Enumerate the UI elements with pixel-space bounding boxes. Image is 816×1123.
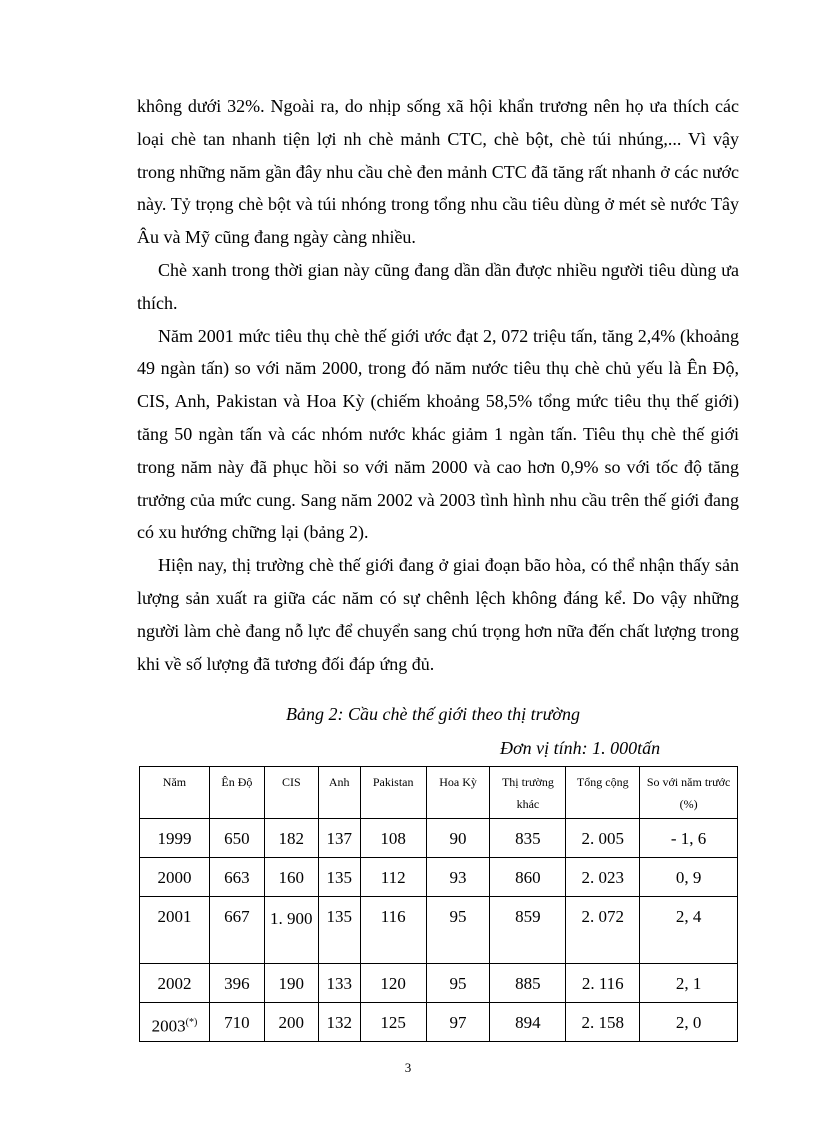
paragraph: không dưới 32%. Ngoài ra, do nhịp sống xã hội khẩn trương nên họ ưa thích các loại chè tan nhanh tiện lợi nh chè mảnh CTC, chè bột, chè túi nhúng,... Vì vậy trong những năm gần đây nhu cầu chè đen mảnh CTC đã tăng rất nhanh ở các nước này. Tỷ trọng chè bột và túi nhóng trong tổng nhu cầu tiêu dùng ở mét sè nước Tây Âu và Mỹ cũng đang ngày càng nhiều. bbox=[137, 96, 739, 248]
header-cell: Hoa Kỳ bbox=[426, 767, 490, 819]
header-cell: Ên Độ bbox=[209, 767, 264, 819]
table-header-row bbox=[140, 767, 738, 819]
table-cell: 90 bbox=[426, 819, 490, 858]
table-row bbox=[140, 819, 738, 858]
table-cell: 137 bbox=[318, 819, 360, 858]
table-cell: 182 bbox=[264, 819, 318, 858]
header-cell: Pakistan bbox=[360, 767, 426, 819]
table-cell: 135 bbox=[318, 858, 360, 897]
header-cell: Năm bbox=[140, 767, 210, 819]
table-cell: 132 bbox=[318, 1003, 360, 1042]
year-cell: 2003(*) bbox=[140, 1003, 210, 1042]
table-row bbox=[140, 897, 738, 964]
table-cell: 2. 005 bbox=[566, 819, 640, 858]
table-cell: 2, 1 bbox=[640, 964, 738, 1003]
table-cell: 135 bbox=[318, 897, 360, 964]
table-cell: 859 bbox=[490, 897, 566, 964]
table-cell: 650 bbox=[209, 819, 264, 858]
table-cell: 93 bbox=[426, 858, 490, 897]
table-row bbox=[140, 964, 738, 1003]
year-cell: 1999 bbox=[140, 819, 210, 858]
year-cell: 2001 bbox=[140, 897, 210, 964]
table-cell: 190 bbox=[264, 964, 318, 1003]
paragraph: Năm 2001 mức tiêu thụ chè thế giới ước đạt 2, 072 triệu tấn, tăng 2,4% (khoảng 49 ngàn tấn) so với năm 2000, trong đó năm nước tiêu thụ chè chủ yếu là Ên Độ, CIS, Anh, Pakistan và Hoa Kỳ (chiếm khoảng 58,5% tổng mức tiêu thụ thế giới) tăng 50 ngàn tấn và các nhóm nước khác giảm 1 ngàn tấn. Tiêu thụ chè thế giới trong năm này đã phục hồi so với năm 2000 và cao hơn 0,9% so với tốc độ tăng trưởng của mức cung. Sang năm 2002 và 2003 tình hình nhu cầu trên thế giới đang có xu hướng chững lại (bảng 2). bbox=[137, 325, 739, 543]
table-cell: 160 bbox=[264, 858, 318, 897]
table-row bbox=[140, 1003, 738, 1042]
table-cell: 133 bbox=[318, 964, 360, 1003]
year-cell: 2002 bbox=[140, 964, 210, 1003]
table-cell: 200 bbox=[264, 1003, 318, 1042]
page-number: 3 bbox=[404, 1060, 412, 1075]
table-cell: 2. 158 bbox=[566, 1003, 640, 1042]
paragraph: Chè xanh trong thời gian này cũng đang dần dần được nhiều người tiêu dùng ưa thích. bbox=[137, 259, 739, 313]
table-cell: 125 bbox=[360, 1003, 426, 1042]
header-cell: So với năm trước (%) bbox=[640, 767, 738, 819]
table-cell: 95 bbox=[426, 964, 490, 1003]
table-unit: Đơn vị tính: 1. 000tấn bbox=[500, 738, 661, 758]
table-cell: 2. 072 bbox=[566, 897, 640, 964]
table-cell: 710 bbox=[209, 1003, 264, 1042]
table-caption: Bảng 2: Cầu chè thế giới theo thị trường bbox=[286, 704, 580, 724]
table-cell: 2. 023 bbox=[566, 858, 640, 897]
table-cell: 396 bbox=[209, 964, 264, 1003]
header-cell: CIS bbox=[264, 767, 318, 819]
table-cell: 663 bbox=[209, 858, 264, 897]
table-cell: 108 bbox=[360, 819, 426, 858]
paragraph: Hiện nay, thị trường chè thế giới đang ở giai đoạn bão hòa, có thể nhận thấy sản lượng sản xuất ra giữa các năm có sự chênh lệch không đáng kể. Do vậy những người làm chè đang nỗ lực để chuyển sang chú trọng hơn nữa đến chất lượng trong khi về số lượng đã tương đối đáp ứng đủ. bbox=[137, 555, 739, 674]
header-cell: Tổng cộng bbox=[566, 767, 640, 819]
table-cell: 2, 0 bbox=[640, 1003, 738, 1042]
table-cell: 885 bbox=[490, 964, 566, 1003]
table-cell: 0, 9 bbox=[640, 858, 738, 897]
table-cell: 112 bbox=[360, 858, 426, 897]
table-cell: 860 bbox=[490, 858, 566, 897]
table-cell: 95 bbox=[426, 897, 490, 964]
table-cell: 2, 4 bbox=[640, 897, 738, 964]
year-cell: 2000 bbox=[140, 858, 210, 897]
table-cell: 120 bbox=[360, 964, 426, 1003]
table-cell: - 1, 6 bbox=[640, 819, 738, 858]
body-text bbox=[137, 90, 739, 680]
tea-demand-table bbox=[139, 766, 738, 1042]
table-cell: 97 bbox=[426, 1003, 490, 1042]
header-cell: Anh bbox=[318, 767, 360, 819]
table-cell: 835 bbox=[490, 819, 566, 858]
table-cell: 894 bbox=[490, 1003, 566, 1042]
table-cell: 116 bbox=[360, 897, 426, 964]
footnote-marker: (*) bbox=[185, 1017, 198, 1028]
table-cell: 1. 900 bbox=[264, 897, 318, 964]
table-cell: 667 bbox=[209, 897, 264, 964]
header-cell: Thị trường khác bbox=[490, 767, 566, 819]
table-row bbox=[140, 858, 738, 897]
table-cell: 2. 116 bbox=[566, 964, 640, 1003]
